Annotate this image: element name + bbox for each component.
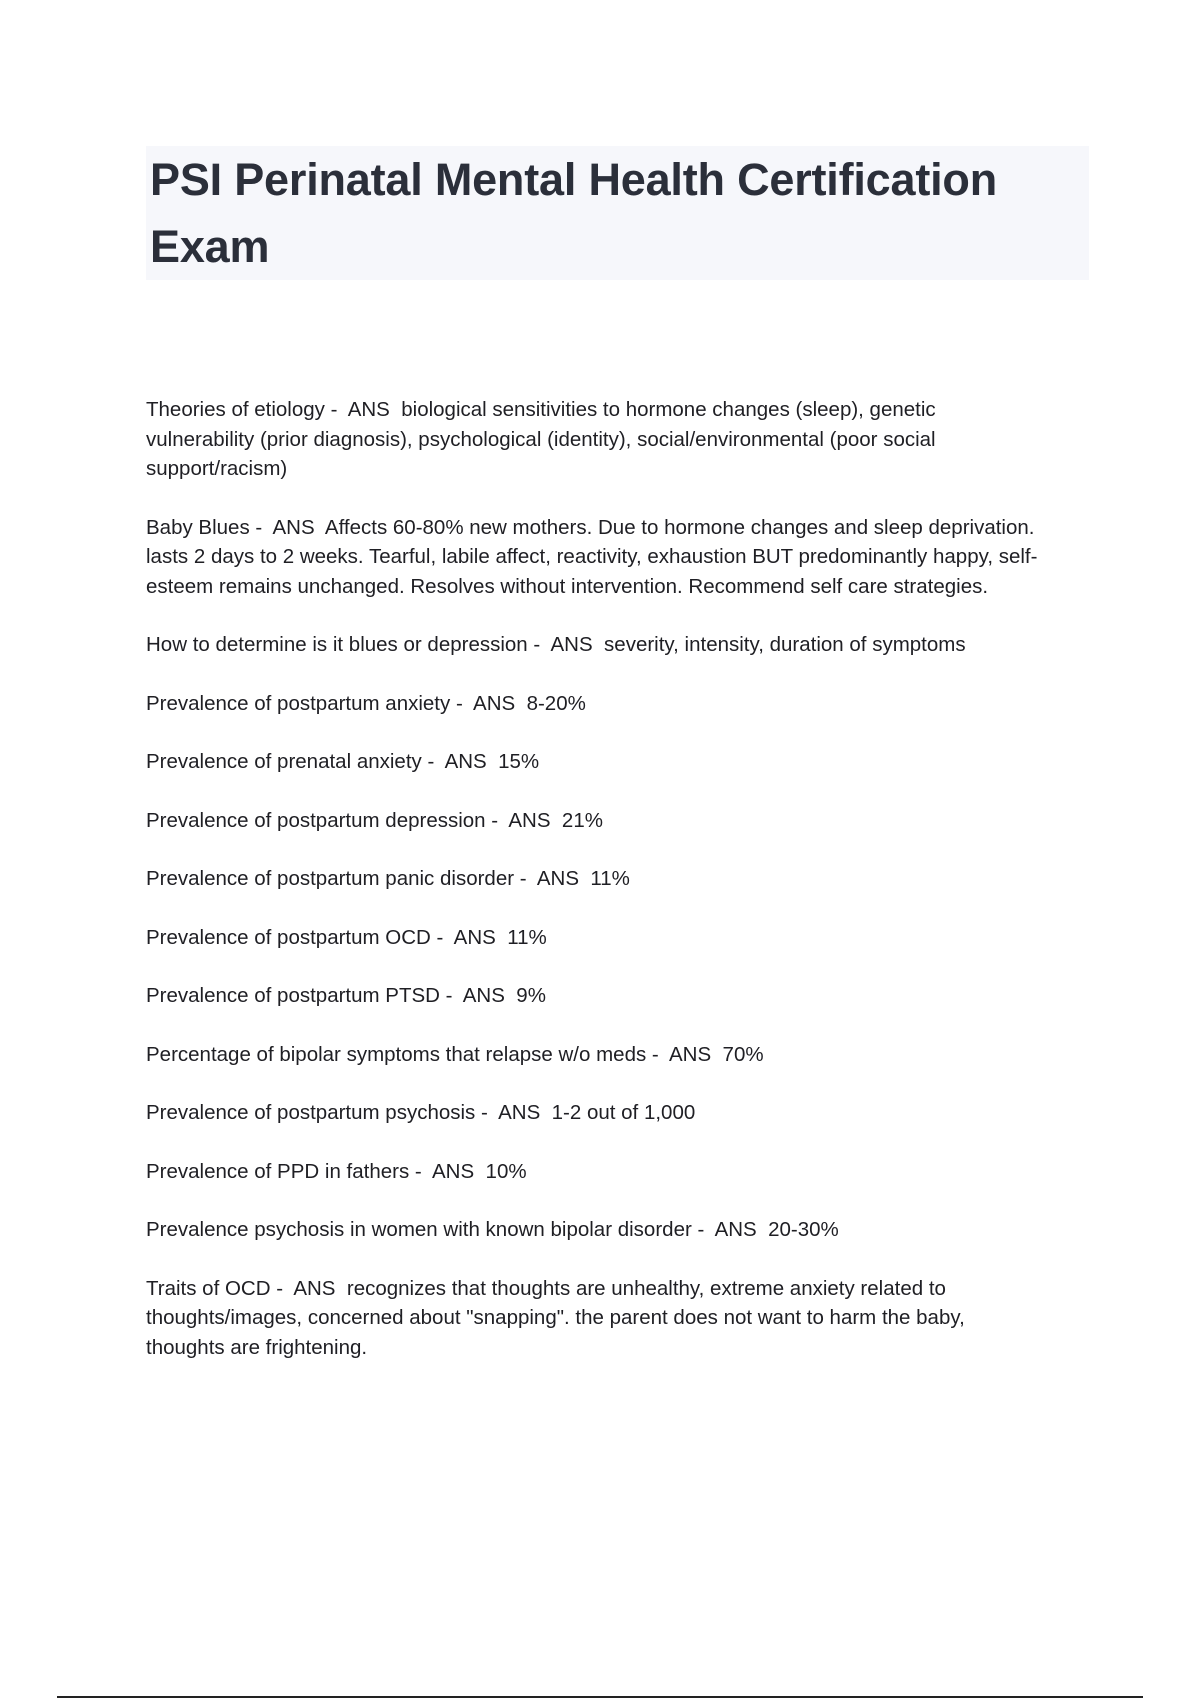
qa-item [146, 923, 1046, 953]
qa-item [146, 689, 1046, 719]
qa-separator: - ANS [691, 1218, 769, 1241]
qa-separator: - ANS [439, 984, 517, 1007]
title-banner [146, 146, 1089, 280]
qa-list [146, 395, 1046, 1391]
qa-answer: 21% [561, 808, 603, 832]
qa-separator: - ANS [409, 1159, 486, 1183]
qa-answer: Affects 60-80% new mothers. Due to hormone changes and sleep deprivation. lasts 2 days to 2 weeks. Tearful, labile affect, reactivity, exhaustion BUT predominantly happy, self-esteem remains unchanged. Resolves without intervention. Recommend self care strategies. [146, 515, 1041, 598]
qa-item [146, 806, 1046, 836]
qa-item [146, 1157, 1046, 1187]
qa-item [146, 513, 1046, 602]
qa-term: Theories of etiology [146, 398, 325, 421]
qa-term: Prevalence of postpartum panic disorder [146, 867, 515, 890]
qa-item [146, 1215, 1046, 1245]
qa-term: How to determine is it blues or depression [146, 633, 528, 656]
qa-separator: - ANS [430, 925, 508, 949]
qa-term: Traits of OCD [146, 1276, 271, 1300]
qa-answer: 9% [516, 984, 546, 1007]
qa-answer: 8-20% [526, 691, 586, 715]
qa-term: Prevalence of postpartum depression [146, 808, 486, 832]
qa-separator: - ANS [485, 808, 562, 832]
qa-item [146, 864, 1046, 894]
qa-item [146, 981, 1046, 1011]
qa-answer: 11% [507, 925, 547, 949]
qa-answer: severity, intensity, duration of symptoms [604, 633, 966, 656]
qa-term: Baby Blues [146, 515, 250, 539]
qa-separator: - ANS [514, 867, 591, 890]
document-title: PSI Perinatal Mental Health Certification Exam [150, 154, 997, 272]
qa-item [146, 1274, 1046, 1363]
qa-term: Prevalence of PPD in fathers [146, 1159, 410, 1183]
qa-separator: - ANS [324, 398, 402, 421]
qa-answer: 20-30% [768, 1218, 839, 1241]
qa-separator: - ANS [527, 633, 605, 656]
qa-answer: 11% [590, 867, 630, 890]
qa-separator: - ANS [646, 1042, 723, 1066]
qa-item [146, 747, 1046, 777]
qa-separator: - ANS [475, 1101, 552, 1124]
qa-separator: - ANS [270, 1276, 347, 1300]
qa-item [146, 1040, 1046, 1070]
qa-separator: - ANS [421, 750, 499, 773]
qa-separator: - ANS [450, 691, 527, 715]
qa-term: Prevalence of postpartum anxiety [146, 691, 451, 715]
qa-term: Percentage of bipolar symptoms that relapse w/o meds [146, 1042, 647, 1066]
qa-term: Prevalence of postpartum PTSD [146, 984, 440, 1007]
qa-item [146, 395, 1046, 484]
qa-answer: biological sensitivities to hormone changes (sleep), genetic vulnerability (prior diagnosis), psychological (identity), social/environmental (poor social support/racism) [146, 398, 942, 480]
footer-divider [57, 1696, 1143, 1698]
qa-term: Prevalence of prenatal anxiety [146, 750, 422, 773]
qa-term: Prevalence of postpartum psychosis [146, 1101, 476, 1124]
qa-answer: recognizes that thoughts are unhealthy, extreme anxiety related to thoughts/images, concerned about "snapping". the parent does not want to harm the baby, thoughts are frightening. [146, 1276, 971, 1359]
qa-answer: 10% [485, 1159, 527, 1183]
qa-separator: - ANS [249, 515, 325, 539]
qa-answer: 1-2 out of 1,000 [551, 1101, 696, 1124]
qa-item [146, 1098, 1046, 1128]
qa-term: Prevalence of postpartum OCD [146, 925, 431, 949]
qa-answer: 15% [498, 750, 540, 773]
qa-term: Prevalence psychosis in women with known bipolar disorder [146, 1218, 692, 1241]
qa-item [146, 630, 1046, 660]
qa-answer: 70% [722, 1042, 764, 1066]
